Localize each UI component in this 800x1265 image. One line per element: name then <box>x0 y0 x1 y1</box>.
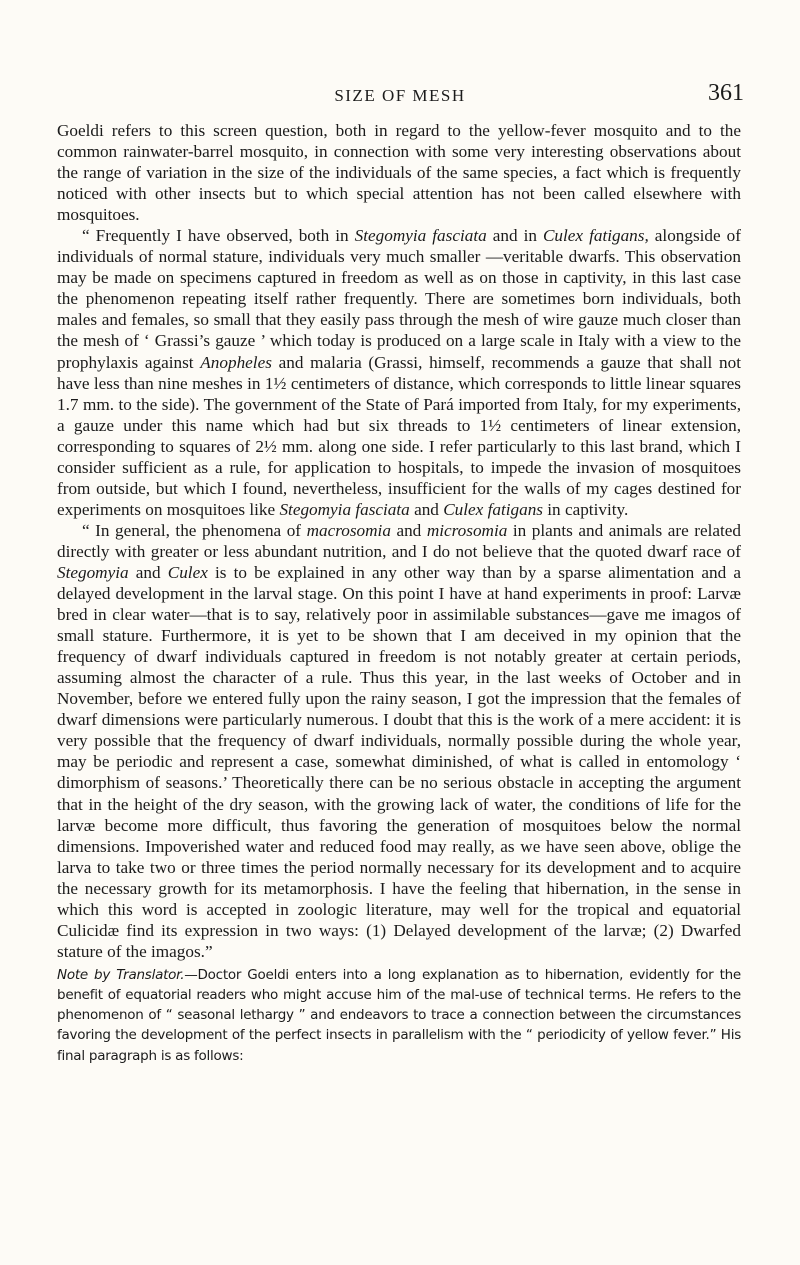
italic-term: Stegomyia fasciata <box>354 226 487 246</box>
italic-term: Stegomyia <box>57 562 129 582</box>
paragraph-2 <box>57 225 741 520</box>
paragraph-3 <box>57 520 741 962</box>
running-head <box>0 80 800 110</box>
text-run: in plants and animals are related directly with greater or less abundant nutrition, and I do not believe that the quoted dwarf race of <box>57 520 741 561</box>
italic-term: Stegomyia fasciata <box>279 499 410 519</box>
page-number: 361 <box>708 80 744 106</box>
italic-term: Culex fatigans, <box>542 226 649 246</box>
paragraph-1 <box>57 120 741 225</box>
text-run: in captivity. <box>542 499 629 519</box>
text-run: is to be explained in any other way than by a sparse alimentation and a delayed development in the larval stage. On this point I have at hand experiments in proof: Larvæ bred in clear water—that is to say, relatively poor in assimilable substances—gave me imagos of small stature. Furthermore, it is yet to be shown that I am deceived in my opinion that the frequency of dwarf individuals captured in freedom is not notably greater at certain periods, assuming almost the character of a rule. Thus this year, in the last weeks of October and in November, before we entered fully upon the rainy season, I got the impression that the females of dwarf dimensions were particularly numerous. I doubt that this is the work of a mere accident: it is very possible that the frequency of dwarf individuals, normally possible during the whole year, may be periodic and represent a case, somewhat diminished, of what is called in entomology ‘ dimorphism of seasons.’ Theoretically there can be no serious obstacle in accepting the argument that in the height of the dry season, with the growing lack of water, the conditions of life for the larvæ become more difficult, thus favoring the generation of mosquitoes below the normal dimensions. Impoverished water and reduced food may really, as we have seen above, oblige the larva to take two or three times the period normally necessary for its development and to acquire the necessary growth for its metamorphosis. I have the feeling that hibernation, in the sense in which this word is accepted in zoologic literature, may well for the tropical and equatorial Culicidæ find its expression in two ways: (1) Delayed development of the larvæ; (2) Dwarfed stature of the imagos.” <box>57 562 741 961</box>
translator-note-label: Note by Translator. <box>57 966 185 983</box>
italic-term: microsomia <box>426 520 508 540</box>
italic-term: Culex <box>167 562 208 582</box>
body-text <box>57 120 741 1066</box>
text-run: “ Frequently I have observed, both in <box>82 226 355 246</box>
text-run: and malaria (Grassi, himself, recommends a gauze that shall not have less than nine meshes in 1½ centimeters of distance, which corresponds to little linear squares 1.7 mm. to the side). The government of the State of Pará imported from Italy, for my experiments, a gauze under this name which had but six threads to 1½ centimeters of linear extension, corresponding to squares of 2½ mm. along one side. I refer particularly to this last brand, which I consider sufficient as a rule, for application to hospitals, to impede the invasion of mosquitoes from outside, but which I found, nevertheless, insufficient for the walls of my cages destined for experiments on mosquitoes like <box>57 352 741 519</box>
text-run: and in <box>486 226 543 246</box>
running-title: SIZE OF MESH <box>334 86 466 105</box>
text-run: and <box>409 499 444 519</box>
italic-term: Anopheles <box>200 352 272 372</box>
text-run: Goeldi refers to this screen question, both in regard to the yellow-fever mosquito and to the common rainwater-barrel mosquito, in connection with some very interesting observations about the range of variation in the size of the individuals of the same species, a fact which is frequently noticed with other insects but to which special attention has not been called elsewhere with mosquitoes. <box>57 121 741 225</box>
italic-term: Culex fatigans <box>443 499 543 519</box>
text-run: alongside of individuals of normal stature, individuals very much smaller —veritable dwarfs. This observation may be made on specimens captured in freedom as well as on those in captivity, in this last case the phenomenon repeating itself rather frequently. There are sometimes born individuals, both males and females, so small that they easily pass through the mesh of wire gauze much closer than the mesh of ‘ Grassi’s gauze ’ which today is produced on a large scale in Italy with a view to the prophylaxis against <box>57 226 741 372</box>
translator-note <box>57 965 741 1066</box>
text-run: and <box>128 562 168 582</box>
text-run: and <box>390 520 427 540</box>
italic-term: macrosomia <box>306 520 391 540</box>
text-run: “ In general, the phenomena of <box>82 520 307 540</box>
translator-note-text: —Doctor Goeldi enters into a long explanation as to hibernation, evidently for the benefit of equatorial readers who might accuse him of the mal-use of technical terms. He refers to the phenomenon of “ seasonal lethargy ” and endeavors to trace a connection between the circumstances favoring the development of the perfect insects in parallelism with the “ periodicity of yellow fever.” His final paragraph is as follows: <box>57 966 741 1064</box>
